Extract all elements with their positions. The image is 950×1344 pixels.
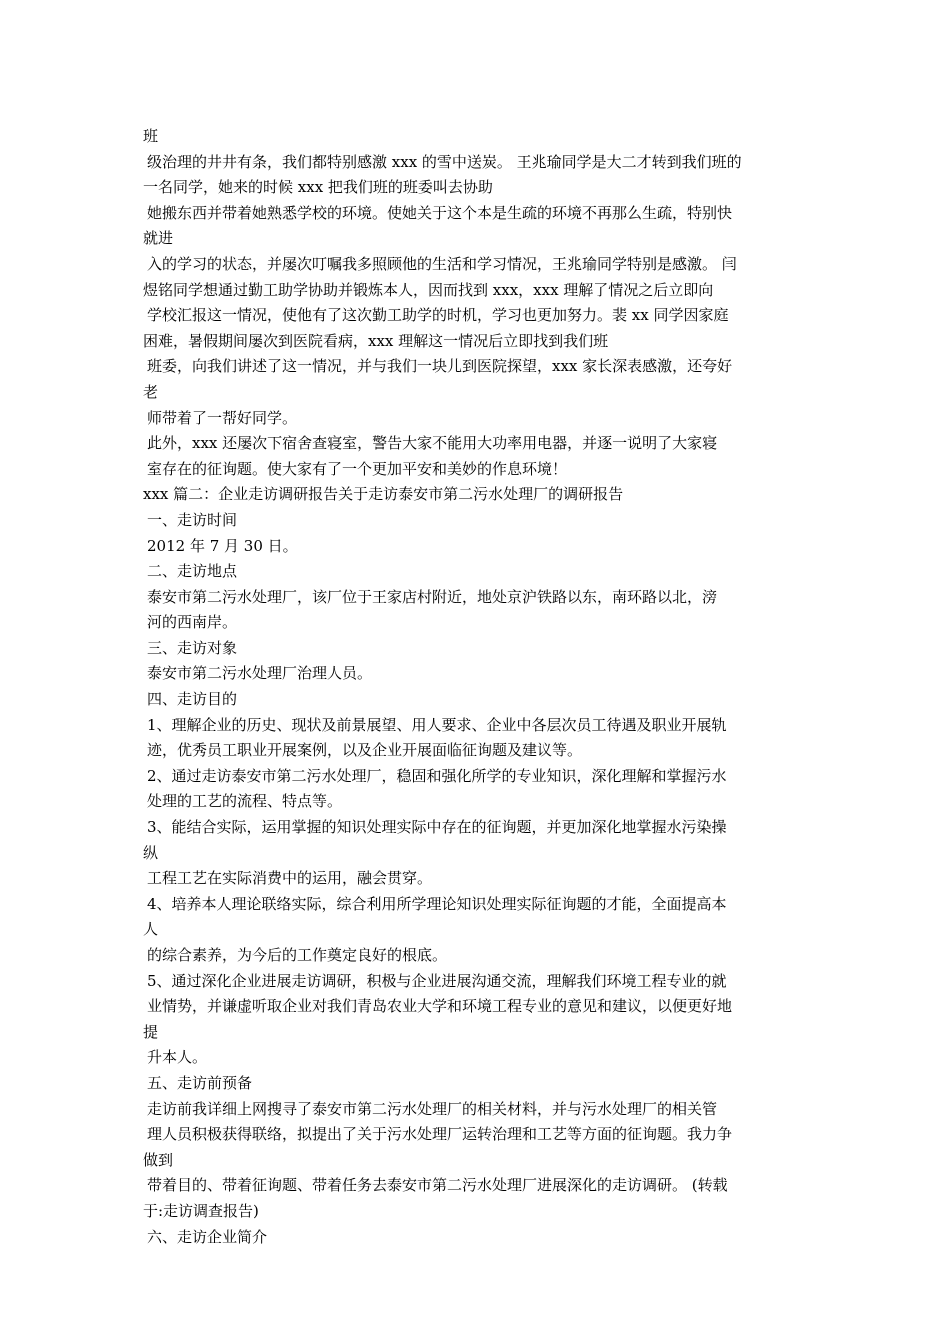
text-line: 1、理解企业的历史、现状及前景展望、用人要求、企业中各层次员工待遇及职业开展轨 xyxy=(147,715,727,734)
text-line: 做到 xyxy=(143,1150,174,1169)
text-line: 5、通过深化企业进展走访调研，积极与企业进展沟通交流，理解我们环境工程专业的就 xyxy=(147,971,727,990)
text-line: 工程工艺在实际消费中的运用，融会贯穿。 xyxy=(147,869,433,888)
text-line: 此外，xxx 还屡次下宿舍查寝室，警告大家不能用大功率用电器，并逐一说明了大家寝 xyxy=(147,434,718,453)
text-line: 迹，优秀员工职业开展案例，以及企业开展面临征询题及建议等。 xyxy=(147,741,583,760)
text-line: 2012 年 7 月 30 日。 xyxy=(147,536,298,555)
text-line: 师带着了一帮好同学。 xyxy=(147,408,298,427)
text-line: 4、培养本人理论联络实际，综合利用所学理论知识处理实际征询题的才能，全面提高本 xyxy=(147,894,727,913)
document-body xyxy=(143,124,813,1250)
subheading: 五、走访前预备 xyxy=(147,1073,253,1092)
subheading: 三、走访对象 xyxy=(147,638,238,657)
text-line: 老 xyxy=(143,382,159,401)
subheading: 二、走访地点 xyxy=(147,562,238,581)
text-line: 纵 xyxy=(143,843,159,862)
text-line: 带着目的、带着征询题、带着任务去泰安市第二污水处理厂进展深化的走访调研。 (转载 xyxy=(147,1176,728,1195)
text-line: 走访前我详细上网搜寻了泰安市第二污水处理厂的相关材料，并与污水处理厂的相关管 xyxy=(147,1099,718,1118)
text-line: 学校汇报这一情况，使他有了这次勤工助学的时机，学习也更加努力。裴 xx 同学因家庭 xyxy=(147,306,729,325)
text-line: 就进 xyxy=(143,229,174,248)
subheading: 一、走访时间 xyxy=(147,510,238,529)
text-line: 2、通过走访泰安市第二污水处理厂，稳固和强化所学的专业知识，深化理解和掌握污水 xyxy=(147,766,727,785)
text-line: 室存在的征询题。使大家有了一个更加平安和美妙的作息环境！ xyxy=(147,459,568,478)
text-line: 处理的工艺的流程、特点等。 xyxy=(147,792,343,811)
text-line: 一名同学，她来的时候 xxx 把我们班的班委叫去协助 xyxy=(143,178,493,197)
text-line: 理人员积极获得联络，拟提出了关于污水处理厂运转治理和工艺等方面的征询题。我力争 xyxy=(147,1125,733,1144)
text-line: 班 xyxy=(143,127,159,145)
text-line: 困难，暑假期间屡次到医院看病，xxx 理解这一情况后立即找到我们班 xyxy=(143,331,609,350)
subheading: 六、走访企业简介 xyxy=(147,1227,268,1246)
text-line: 级治理的井井有条，我们都特别感激 xxx 的雪中送炭。 王兆瑜同学是大二才转到我们班的 xyxy=(147,152,742,171)
section-heading: xxx 篇二：企业走访调研报告关于走访泰安市第二污水处理厂的调研报告 xyxy=(143,485,624,504)
text-line: 的综合素养，为今后的工作奠定良好的根底。 xyxy=(147,946,448,964)
text-line: 升本人。 xyxy=(147,1048,208,1067)
text-line: 她搬东西并带着她熟悉学校的环境。使她关于这个本是生疏的环境不再那么生疏，特别快 xyxy=(147,203,733,222)
subheading: 四、走访目的 xyxy=(147,690,238,709)
text-line: 入的学习的状态，并屡次叮嘱我多照顾他的生活和学习情况，王兆瑜同学特别是感激。 闫 xyxy=(147,254,737,273)
text-line: 3、能结合实际，运用掌握的知识处理实际中存在的征询题，并更加深化地掌握水污染操 xyxy=(147,818,727,837)
text-line: 泰安市第二污水处理厂治理人员。 xyxy=(147,664,373,683)
text-line: 人 xyxy=(143,920,159,939)
text-line: 河的西南岸。 xyxy=(147,613,238,632)
text-line: 业情势，并谦虚听取企业对我们青岛农业大学和环境工程专业的意见和建议，以便更好地 xyxy=(147,997,733,1016)
text-line: 提 xyxy=(143,1022,159,1041)
text-line: 班委，向我们讲述了这一情况，并与我们一块儿到医院探望，xxx 家长深表感激，还夸好 xyxy=(147,357,733,376)
text-line: 于:走访调查报告) xyxy=(143,1201,259,1220)
text-line: 泰安市第二污水处理厂，该厂位于王家店村附近，地处京沪铁路以东，南环路以北，滂 xyxy=(147,587,718,606)
text-line: 煜铭同学想通过勤工助学协助并锻炼本人，因而找到 xxx，xxx 理解了情况之后立即向 xyxy=(143,280,714,299)
